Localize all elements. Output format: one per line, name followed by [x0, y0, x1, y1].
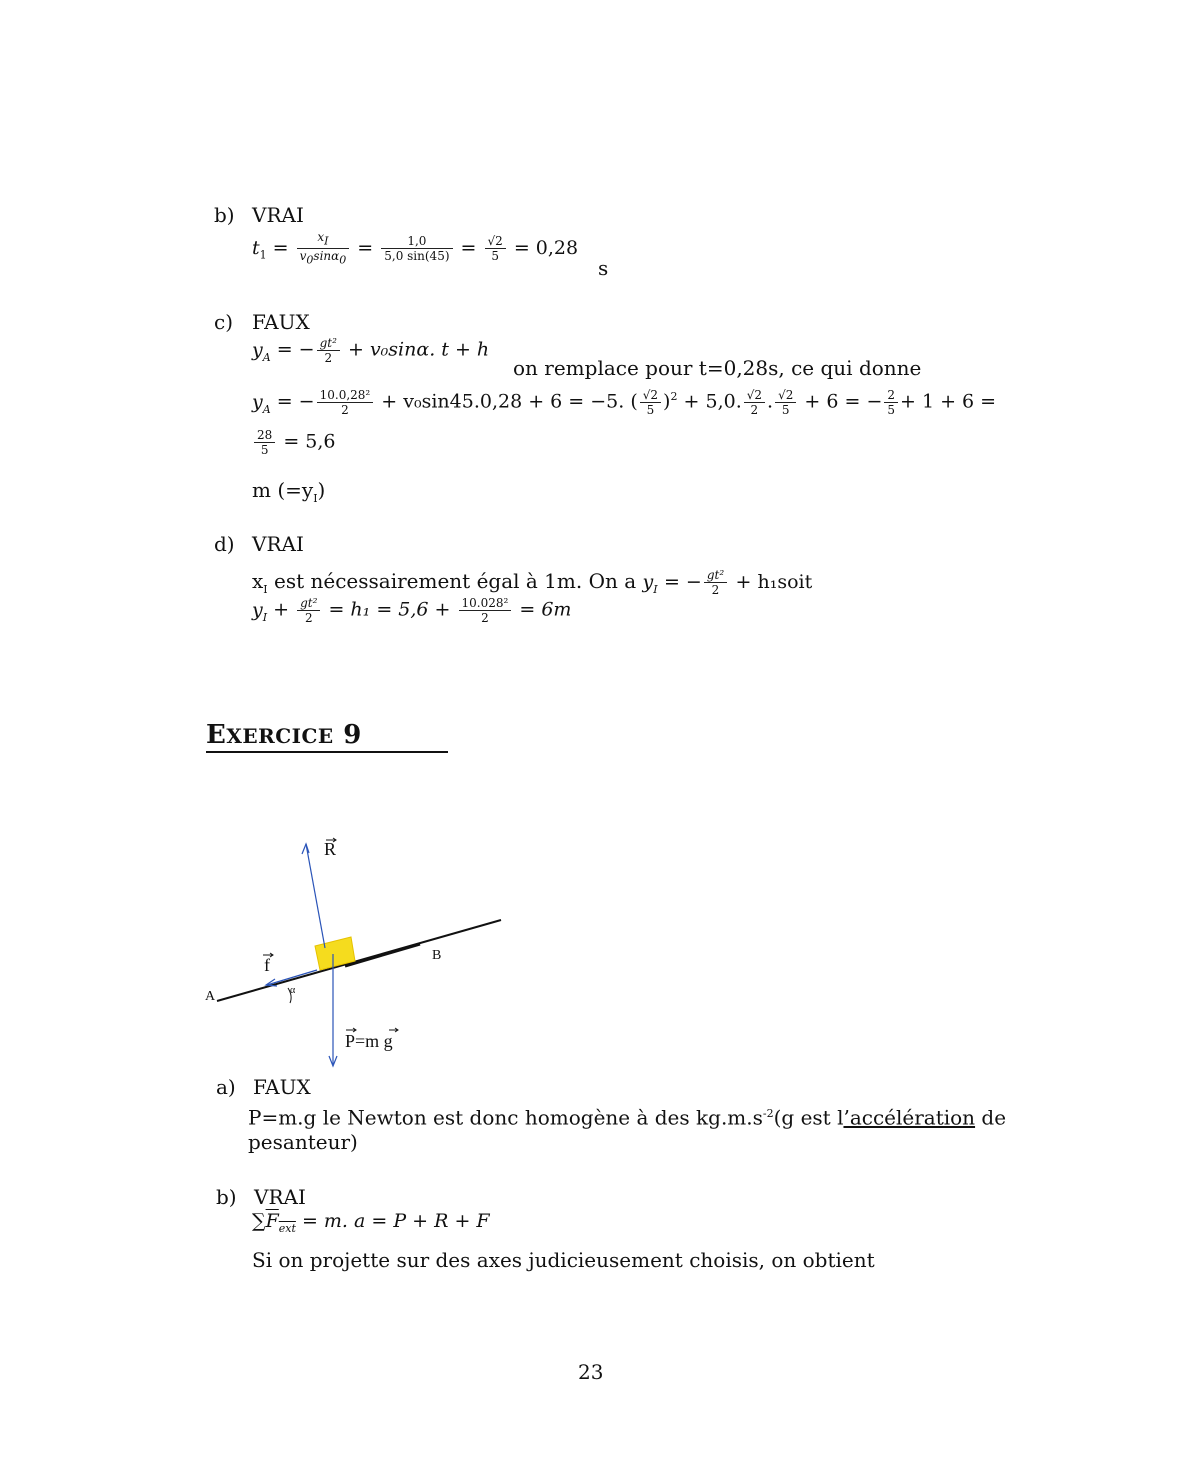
exercise-title-underline	[206, 751, 448, 753]
item-b2-verdict: VRAI	[254, 1185, 306, 1209]
item-d-verdict: VRAI	[252, 532, 304, 556]
item-c-verdict: FAUX	[252, 310, 310, 334]
equation-ya-result: $\frac{28}{5}$ = 5,6	[252, 428, 336, 457]
equation-note: on remplace pour t=0,28s, ce qui donne	[513, 356, 922, 380]
label-A: A	[205, 989, 216, 1004]
label-alpha: α	[290, 985, 296, 996]
page-number: 23	[578, 1360, 604, 1384]
b2-line-2: Si on projette sur des axes judicieusement choisis, on obtient	[252, 1248, 875, 1272]
m-line: m $(=y_I)$	[252, 478, 326, 505]
item-a-verdict: FAUX	[253, 1075, 311, 1099]
d-line-2: $y_I$ + $\frac{\text{gt²}}{2}$ = h₁ = 5,6 + $\frac{\text{10.028²}}{2}$ = 6m	[252, 596, 572, 625]
vector-f	[267, 970, 317, 985]
exercise-title: EXERCICE 9	[206, 720, 362, 750]
item-d-label: d)	[214, 532, 235, 556]
unit-s: s	[598, 256, 609, 280]
vector-R	[306, 844, 325, 948]
label-B: B	[432, 948, 442, 963]
equation-t1: $t_1$ = $\frac{x_I}{v_0\sin\alpha_0}$ = $\frac{1,0}{5,0 \sin(45)}$ = $\frac{√2}{5}$ = 0,28	[252, 230, 579, 267]
inclined-plane-figure	[195, 830, 515, 1075]
label-f: f	[264, 955, 270, 975]
equation-ya-numeric: $y_A$ = − $\frac{\text{10.0,28²}}{2}$ + v₀sin45.0,28 + 6 = −5. ( $\frac{√2}{5}$ )$^2$ + 5,0. $\frac{√2}{2}$ . $\frac{√2}{5}$ + 6 = − $\frac{2}{5}$ + 1 + 6 =	[252, 388, 997, 417]
label-R: R	[324, 839, 337, 859]
item-b-label: b)	[214, 203, 235, 227]
item-b-verdict: VRAI	[252, 203, 304, 227]
a-line-2: pesanteur)	[248, 1130, 358, 1154]
item-a-label: a)	[216, 1075, 236, 1099]
label-P: P=m g	[345, 1031, 393, 1051]
sum-forces-equation: $\sum F_{ext} = m$. a = P + R + F	[252, 1210, 490, 1235]
equation-ya-general: $y_A$ = − $\frac{\text{gt²}}{2}$ + v₀sinα. t + h	[252, 336, 490, 365]
item-b2-label: b)	[216, 1185, 237, 1209]
d-line-1: $x_I$ est nécessairement égal à 1m. On a $y_I$ = − $\frac{\text{gt²}}{2}$ + h₁soit	[252, 568, 813, 597]
item-c-label: c)	[214, 310, 234, 334]
a-line-1: P=m.g le Newton est donc homogène à des $kg.m.s^{-2}(g$ est l’accélération de	[248, 1105, 1007, 1130]
